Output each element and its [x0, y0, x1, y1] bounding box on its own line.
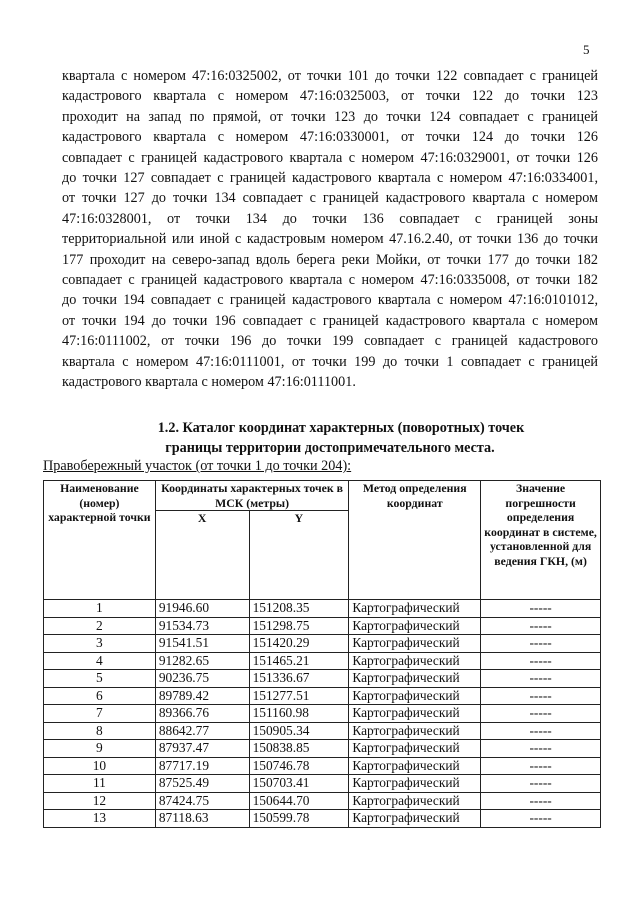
cell-method: Картографический — [349, 810, 481, 828]
cell-method: Картографический — [349, 635, 481, 653]
cell-method: Картографический — [349, 775, 481, 793]
table-row — [44, 617, 601, 635]
header-y: Y — [249, 511, 349, 600]
table-row — [44, 757, 601, 775]
cell-point-number: 5 — [44, 670, 156, 688]
paragraph-line: 177 проходит на северо-запад вдоль берега реки Мойки, от точки 177 до точки 182 — [62, 251, 598, 268]
header-accuracy: Значение погрешности определения координат в системе, установленной для ведения ГКН, (м) — [481, 481, 601, 600]
paragraph-line: кадастрового квартала с номером 47:16:0325003, от точки 122 до точки 123 — [62, 88, 598, 105]
cell-method: Картографический — [349, 705, 481, 723]
cell-point-number: 6 — [44, 687, 156, 705]
cell-point-number: 7 — [44, 705, 156, 723]
paragraph-line: квартала с номером 47:16:0325002, от точки 101 до точки 122 совпадает с границей — [62, 68, 598, 84]
cell-method: Картографический — [349, 670, 481, 688]
table-row — [44, 635, 601, 653]
cell-x: 87118.63 — [155, 810, 249, 828]
cell-accuracy: ----- — [481, 705, 601, 723]
paragraph-line: совпадает с границей кадастрового квартала с номером 47:16:0329001, от точки 126 — [62, 149, 598, 166]
cell-point-number: 2 — [44, 617, 156, 635]
subsection-heading: Правобережный участок (от точки 1 до точки 204): — [43, 458, 352, 474]
header-method: Метод определения координат — [349, 481, 481, 600]
cell-point-number: 10 — [44, 757, 156, 775]
cell-point-number: 8 — [44, 722, 156, 740]
cell-method: Картографический — [349, 740, 481, 758]
boundary-description-paragraph — [62, 66, 598, 393]
cell-y: 150905.34 — [249, 722, 349, 740]
cell-y: 151465.21 — [249, 652, 349, 670]
cell-accuracy: ----- — [481, 722, 601, 740]
table-row — [44, 792, 601, 810]
table-row — [44, 652, 601, 670]
cell-method: Картографический — [349, 792, 481, 810]
cell-y: 150703.41 — [249, 775, 349, 793]
cell-y: 150644.70 — [249, 792, 349, 810]
table-row — [44, 600, 601, 618]
paragraph-line: до точки 194 совпадает с границей кадастрового квартала с номером 47:16:0101012, — [62, 292, 598, 309]
paragraph-line: до точки 127 совпадает с границей кадастрового квартала с номером 47:16:0334001, — [62, 170, 598, 187]
cell-y: 150838.85 — [249, 740, 349, 758]
cell-point-number: 11 — [44, 775, 156, 793]
cell-x: 91282.65 — [155, 652, 249, 670]
cell-x: 88642.77 — [155, 722, 249, 740]
paragraph-line: квартала с номером 47:16:0111001, от точки 199 до точки 1 совпадает с границей — [62, 353, 598, 370]
paragraph-line: кадастрового квартала с номером 47:16:0330001, от точки 124 до точки 126 — [62, 129, 598, 146]
cell-method: Картографический — [349, 600, 481, 618]
cell-x: 90236.75 — [155, 670, 249, 688]
cell-x: 89789.42 — [155, 687, 249, 705]
cell-accuracy: ----- — [481, 775, 601, 793]
table-row — [44, 775, 601, 793]
cell-x: 91946.60 — [155, 600, 249, 618]
coordinates-table — [43, 480, 601, 828]
cell-x: 89366.76 — [155, 705, 249, 723]
paragraph-line: от точки 194 до точки 196 совпадает с границей кадастрового квартала с номером — [62, 312, 598, 329]
cell-y: 151420.29 — [249, 635, 349, 653]
page-number: 5 — [583, 42, 590, 57]
cell-accuracy: ----- — [481, 687, 601, 705]
cell-point-number: 9 — [44, 740, 156, 758]
table-row — [44, 810, 601, 828]
cell-point-number: 12 — [44, 792, 156, 810]
paragraph-line: проходит на запад по прямой, от точки 123 до точки 124 совпадает с границей — [62, 108, 598, 125]
table-row — [44, 722, 601, 740]
cell-method: Картографический — [349, 652, 481, 670]
cell-y: 151208.35 — [249, 600, 349, 618]
table-body — [44, 600, 601, 828]
cell-y: 151336.67 — [249, 670, 349, 688]
cell-y: 151298.75 — [249, 617, 349, 635]
cell-accuracy: ----- — [481, 757, 601, 775]
table-row — [44, 705, 601, 723]
cell-point-number: 13 — [44, 810, 156, 828]
cell-method: Картографический — [349, 722, 481, 740]
cell-accuracy: ----- — [481, 652, 601, 670]
paragraph-line: территориальной или иной с кадастровым номером 47.16.2.40, от точки 136 до точки — [62, 231, 598, 248]
cell-point-number: 3 — [44, 635, 156, 653]
cell-method: Картографический — [349, 687, 481, 705]
table-row — [44, 740, 601, 758]
cell-point-number: 4 — [44, 652, 156, 670]
paragraph-line: от точки 127 до точки 134 совпадает с границей кадастрового квартала с номером — [62, 190, 598, 207]
cell-x: 87525.49 — [155, 775, 249, 793]
cell-accuracy: ----- — [481, 792, 601, 810]
cell-y: 151277.51 — [249, 687, 349, 705]
cell-accuracy: ----- — [481, 740, 601, 758]
section-title-line-1: 1.2. Каталог координат характерных (поворотных) точек — [157, 420, 525, 436]
cell-y: 150746.78 — [249, 757, 349, 775]
cell-y: 151160.98 — [249, 705, 349, 723]
header-coordinates: Координаты характерных точек в МСК (метры) — [155, 481, 349, 511]
cell-method: Картографический — [349, 757, 481, 775]
cell-accuracy: ----- — [481, 617, 601, 635]
section-title-line-2: границы территории достопримечательного места. — [165, 440, 495, 456]
cell-accuracy: ----- — [481, 670, 601, 688]
header-point-name: Наименование (номер) характерной точки — [44, 481, 156, 600]
table-row — [44, 687, 601, 705]
cell-accuracy: ----- — [481, 635, 601, 653]
cell-y: 150599.78 — [249, 810, 349, 828]
header-x: X — [155, 511, 249, 600]
cell-accuracy: ----- — [481, 810, 601, 828]
table-row — [44, 670, 601, 688]
table-header-row — [44, 481, 601, 511]
cell-x: 91534.73 — [155, 617, 249, 635]
paragraph-line: 47:16:0111002, от точки 196 до точки 199 совпадает с границей кадастрового — [62, 333, 598, 350]
section-title — [62, 418, 598, 458]
paragraph-line: кадастрового квартала с номером 47:16:0111001. — [62, 374, 356, 391]
paragraph-line: совпадает с границей кадастрового квартала с номером 47:16:0335008, от точки 182 — [62, 272, 598, 289]
cell-x: 87937.47 — [155, 740, 249, 758]
cell-x: 87424.75 — [155, 792, 249, 810]
cell-accuracy: ----- — [481, 600, 601, 618]
cell-point-number: 1 — [44, 600, 156, 618]
cell-method: Картографический — [349, 617, 481, 635]
paragraph-line: 47:16:0328001, от точки 134 до точки 136 совпадает с границей зоны — [62, 210, 598, 227]
cell-x: 91541.51 — [155, 635, 249, 653]
cell-x: 87717.19 — [155, 757, 249, 775]
